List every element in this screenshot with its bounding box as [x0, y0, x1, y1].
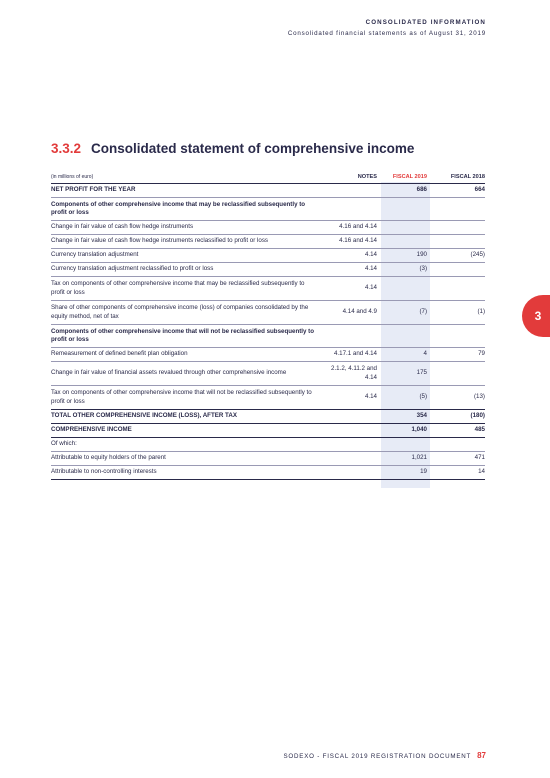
row-label: Change in fair value of cash flow hedge instruments reclassified to profit or loss: [51, 237, 269, 245]
row-fiscal-2018: (245): [470, 251, 485, 259]
row-fiscal-2019: 190: [416, 251, 427, 259]
row-label: Currency translation adjustment: [51, 251, 139, 259]
row-label: Tax on components of other comprehensive income that will not be reclassified subsequently to profit or loss: [51, 389, 312, 405]
row-fiscal-2018: 471: [474, 454, 485, 462]
table-row: [51, 386, 485, 410]
row-notes: 4.14: [364, 265, 377, 273]
row-fiscal-2018: 485: [474, 426, 485, 434]
table-row: [51, 263, 485, 277]
table-row: [51, 452, 485, 466]
table-row: [51, 235, 485, 249]
row-notes: 4.14 and 4.9: [342, 308, 377, 316]
fiscal-2018-column-header: FISCAL 2018: [450, 174, 485, 181]
table-row: [51, 301, 485, 325]
footer-text: SODEXO - FISCAL 2019 REGISTRATION DOCUMENT: [283, 753, 472, 760]
table-row: [51, 249, 485, 263]
row-label: Of which:: [51, 440, 77, 448]
row-fiscal-2019: 1,021: [411, 454, 427, 462]
table-row: [51, 466, 485, 480]
row-fiscal-2019: 19: [420, 468, 427, 476]
row-label: Currency translation adjustment reclassified to profit or loss: [51, 265, 214, 273]
row-notes: 4.16 and 4.14: [339, 223, 377, 231]
row-label: Change in fair value of financial assets revalued through other comprehensive income: [51, 369, 287, 377]
row-label: Components of other comprehensive income that will not be reclassified subsequently to profit or loss: [51, 327, 315, 343]
table-row: [51, 277, 485, 301]
row-label: NET PROFIT FOR THE YEAR: [51, 186, 136, 194]
table-section-row: [51, 198, 485, 221]
row-fiscal-2019: 175: [416, 369, 427, 377]
row-fiscal-2018: 664: [474, 186, 485, 194]
row-fiscal-2019: 1,040: [411, 426, 427, 434]
row-label: Remeasurement of defined benefit plan obligation: [51, 350, 188, 358]
row-label: Attributable to non-controlling interests: [51, 468, 157, 476]
row-fiscal-2019: 4: [423, 350, 427, 358]
table-total-row: [51, 424, 485, 438]
row-fiscal-2018: (1): [477, 308, 485, 316]
row-label: TOTAL OTHER COMPREHENSIVE INCOME (LOSS), AFTER TAX: [51, 412, 237, 420]
row-notes: 4.16 and 4.14: [339, 237, 377, 245]
table-total-row: [51, 410, 485, 424]
row-fiscal-2019: (7): [419, 308, 427, 316]
section-title: Consolidated statement of comprehensive income: [91, 141, 415, 156]
table-header-row: [51, 172, 485, 184]
row-notes: 2.1.2, 4.11.2 and 4.14: [331, 365, 377, 381]
running-header-subtitle: Consolidated financial statements as of August 31, 2019: [287, 30, 486, 37]
comprehensive-income-table: [51, 172, 485, 480]
table-row: [51, 438, 485, 452]
table-section-row: [51, 325, 485, 348]
table-row: [51, 348, 485, 362]
row-label: Change in fair value of cash flow hedge instruments: [51, 223, 194, 231]
row-label: Attributable to equity holders of the parent: [51, 454, 166, 462]
row-fiscal-2018: (13): [473, 393, 485, 401]
row-notes: 4.14: [364, 284, 377, 292]
row-fiscal-2018: 79: [478, 350, 485, 358]
row-label: Components of other comprehensive income that may be reclassified subsequently to profit or loss: [51, 200, 306, 216]
table-row: [51, 221, 485, 235]
page-number: 87: [477, 751, 486, 760]
row-notes: 4.17.1 and 4.14: [333, 350, 377, 358]
page-footer: [283, 751, 486, 760]
table-row: [51, 184, 485, 198]
unit-label: (in millions of euro): [51, 174, 94, 181]
row-label: COMPREHENSIVE INCOME: [51, 426, 132, 434]
section-number: 3.3.2: [51, 141, 82, 156]
row-fiscal-2019: (3): [419, 265, 427, 273]
chapter-tab[interactable]: 3: [522, 295, 550, 337]
row-fiscal-2019: 686: [416, 186, 427, 194]
notes-column-header: NOTES: [357, 174, 377, 181]
row-notes: 4.14: [364, 251, 377, 259]
row-label: Share of other components of comprehensive income (loss) of companies consolidated by the equity method, net of tax: [51, 304, 309, 320]
row-fiscal-2018: 14: [478, 468, 485, 476]
row-label: Tax on components of other comprehensive income that may be reclassified subsequently to profit or loss: [51, 280, 305, 296]
row-notes: 4.14: [364, 393, 377, 401]
fiscal-2019-column-header: FISCAL 2019: [392, 174, 427, 181]
table-row: [51, 362, 485, 386]
running-header-section: CONSOLIDATED INFORMATION: [365, 19, 486, 26]
row-fiscal-2019: 354: [416, 412, 427, 420]
row-fiscal-2018: (180): [470, 412, 485, 420]
row-fiscal-2019: (5): [419, 393, 427, 401]
page-title: [51, 141, 414, 156]
